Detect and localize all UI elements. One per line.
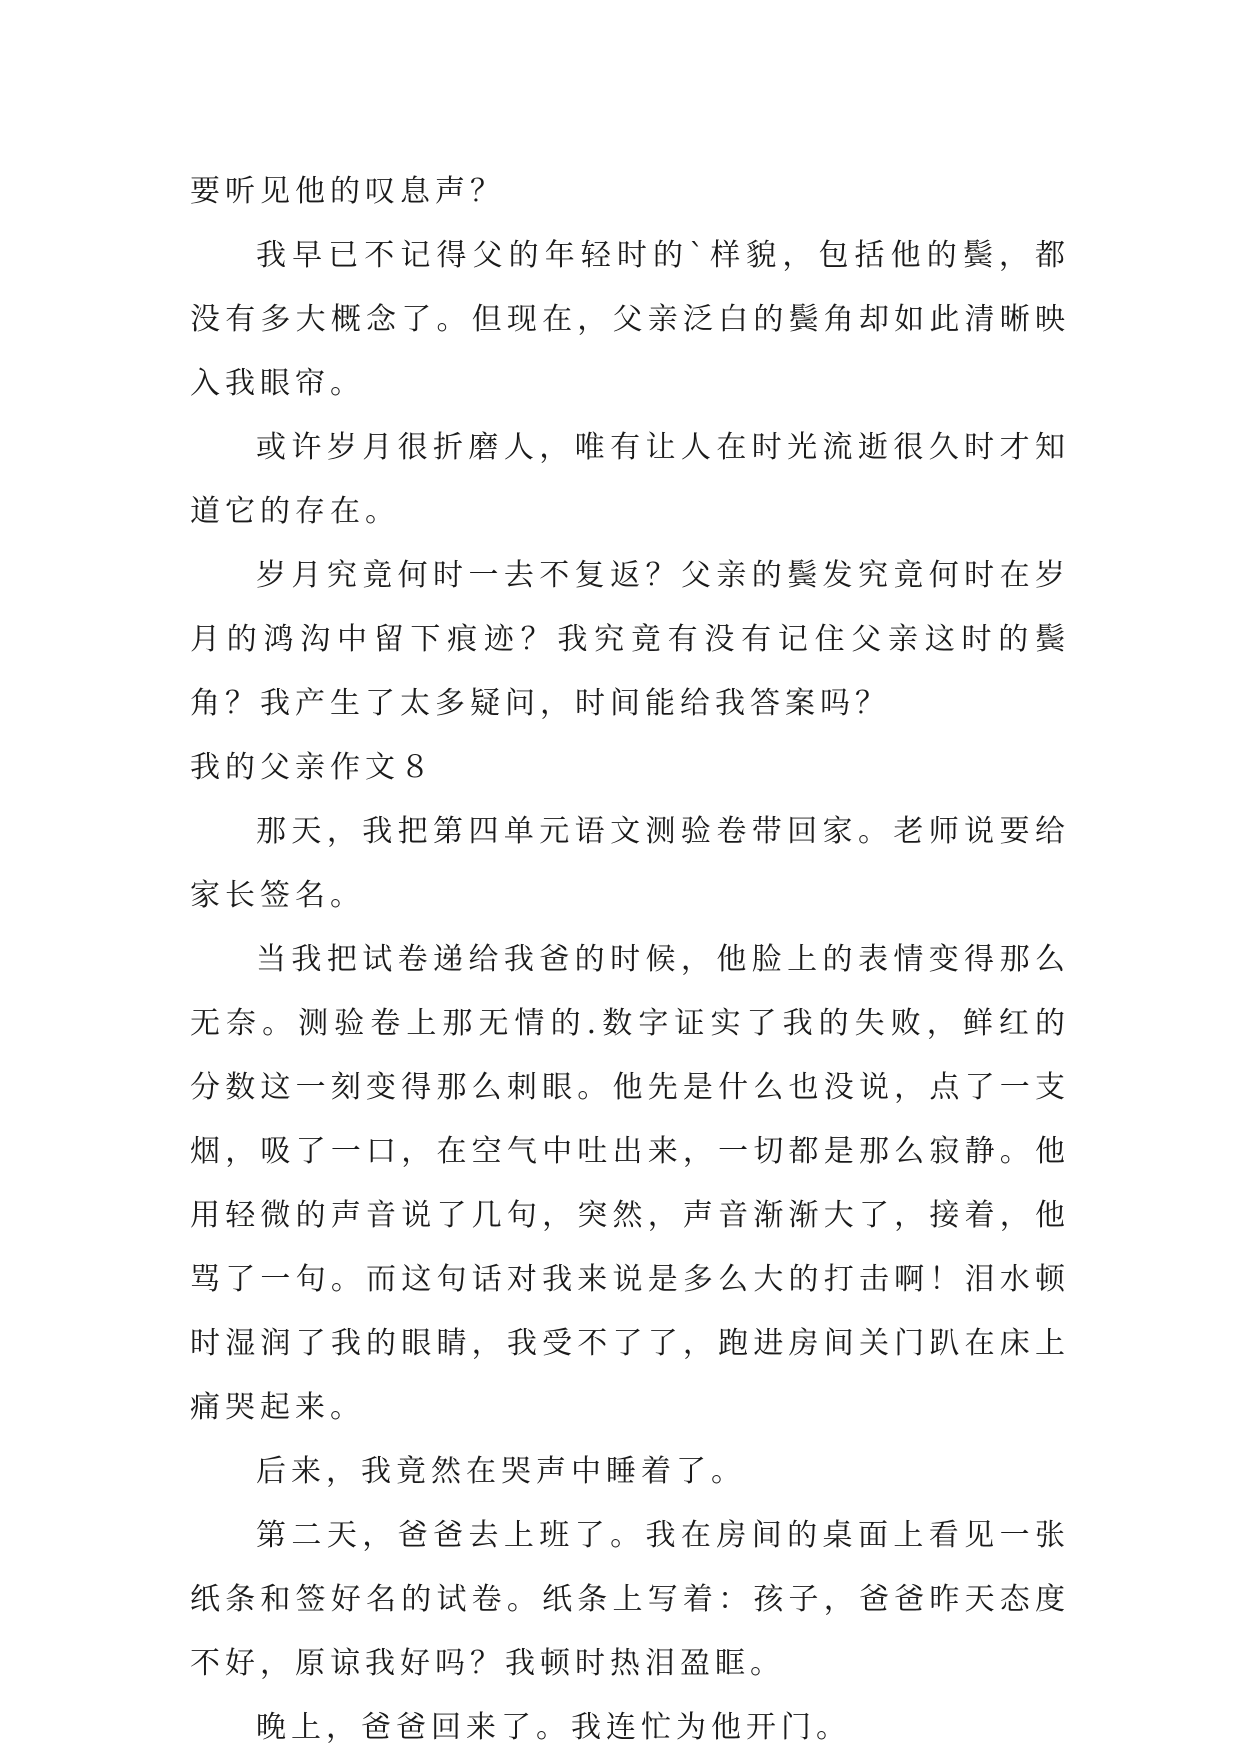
- paragraph: 我早已不记得父的年轻时的`样貌，包括他的鬓，都没有多大概念了。但现在，父亲泛白的鬓角却如此清晰映入我眼帘。: [190, 238, 1070, 401]
- paragraph: 或许岁月很折磨人，唯有让人在时光流逝很久时才知道它的存在。: [190, 430, 1070, 529]
- paragraph: 那天，我把第四单元语文测验卷带回家。老师说要给家长签名。: [190, 814, 1070, 913]
- section-title: 我的父亲作文８: [190, 750, 435, 785]
- document-body: [190, 160, 1070, 1760]
- paragraph: 当我把试卷递给我爸的时候，他脸上的表情变得那么无奈。测验卷上那无情的.数字证实了我的失败，鲜红的分数这一刻变得那么刺眼。他先是什么也没说，点了一支烟，吸了一口，在空气中吐出来，一切都是那么寂静。他用轻微的声音说了几句，突然，声音渐渐大了，接着，他骂了一句。而这句话对我来说是多么大的打击啊！泪水顿时湿润了我的眼睛，我受不了了，跑进房间关门趴在床上痛哭起来。: [190, 942, 1070, 1425]
- paragraph: 第二天，爸爸去上班了。我在房间的桌面上看见一张纸条和签好名的试卷。纸条上写着：孩子，爸爸昨天态度不好，原谅我好吗？我顿时热泪盈眶。: [190, 1518, 1070, 1681]
- paragraph: 要听见他的叹息声？: [190, 174, 505, 209]
- paragraph: 后来，我竟然在哭声中睡着了。: [256, 1454, 746, 1489]
- paragraph: 晚上，爸爸回来了。我连忙为他开门。: [256, 1710, 851, 1745]
- paragraph: 岁月究竟何时一去不复返？父亲的鬓发究竟何时在岁月的鸿沟中留下痕迹？我究竟有没有记住父亲这时的鬓角？我产生了太多疑问，时间能给我答案吗？: [190, 558, 1070, 721]
